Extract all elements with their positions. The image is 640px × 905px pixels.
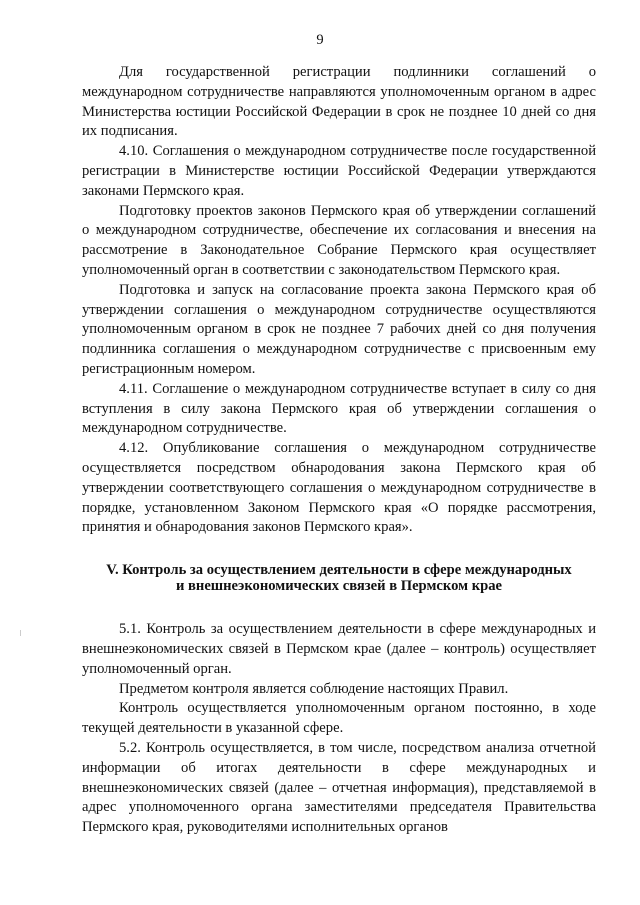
margin-mark [20, 630, 21, 636]
paragraph-4-11: 4.11. Соглашение о международном сотрудничестве вступает в силу со дня вступления в силу закона Пермского края об утверждении соглашения о международном сотрудничестве. [82, 380, 596, 437]
paragraph-control-subject: Предметом контроля является соблюдение настоящих Правил. [119, 680, 509, 697]
paragraph-4-12: 4.12. Опубликование соглашения о международном сотрудничестве осуществляется посредством обнародования закона Пермского края об утверждении соответствующего соглашения о международном сотрудничестве в порядке, установленном Законом Пермского края «О порядке рассмотрения, принятия и обнародования законов Пермского края». [82, 440, 596, 536]
paragraph-registration-originals: Для государственной регистрации подлинники соглашений о международном сотрудничестве направляются уполномоченным органом в адрес Министерства юстиции Российской Федерации в срок не позднее 10 дней со дня их подписания. [82, 64, 596, 140]
paragraph-draft-laws-preparation: Подготовку проектов законов Пермского края об утверждении соглашений о международном сотрудничестве, обеспечение их согласования и внесения на рассмотрение в Законодательное Собрание Пермского края осуществляет уполномоченный орган в соответствии с законодательством Пермского края. [82, 202, 596, 278]
document-body [82, 63, 596, 838]
section-heading-line-2: и внешнеэкономических связей в Пермском крае [175, 578, 502, 595]
paragraph-5-1: 5.1. Контроль за осуществлением деятельности в сфере международных и внешнеэкономических связей в Пермском крае (далее – контроль) осуществляет уполномоченный орган. [82, 621, 596, 677]
section-heading [82, 562, 596, 594]
paragraph-5-2: 5.2. Контроль осуществляется, в том числе, посредством анализа отчетной информации об итогах деятельности в сфере международных и внешнеэкономических связей (далее – отчетная информация), представляемой в адрес уполномоченного органа заместителями председателя Правительства Пермского края, руководителями исполнительных органов [82, 739, 596, 836]
paragraph-4-10: 4.10. Соглашения о международном сотрудничестве после государственной регистрации в Министерстве юстиции Российской Федерации утверждаются законами Пермского края. [82, 143, 596, 199]
paragraph-draft-law-approval: Подготовка и запуск на согласование проекта закона Пермского края об утверждении соглашения о международном сотрудничестве осуществляются уполномоченным органом в срок не позднее 7 рабочих дней со дня получения подлинника соглашения о международном сотрудничестве с присвоенным ему регистрационным номером. [82, 281, 596, 377]
section-heading-line-1: V. Контроль за осуществлением деятельности в сфере международных [106, 562, 572, 579]
paragraph-control-continuous: Контроль осуществляется уполномоченным органом постоянно, в ходе текущей деятельности в указанной сфере. [82, 700, 596, 737]
page-number: 9 [316, 32, 324, 48]
